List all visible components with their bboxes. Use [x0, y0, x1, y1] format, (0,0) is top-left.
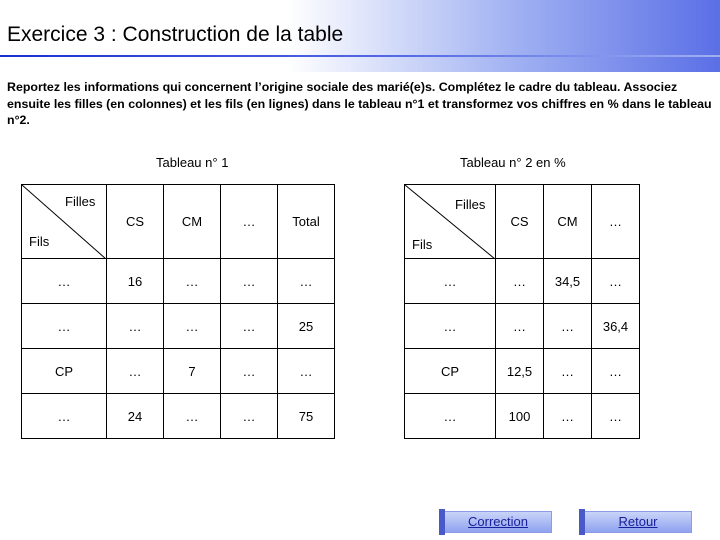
- table1-cell: 75: [278, 394, 335, 439]
- table-row: [405, 304, 640, 349]
- table2-corner-fils: Fils: [412, 237, 433, 252]
- table1-cell: 7: [164, 349, 221, 394]
- table1-cell: …: [164, 394, 221, 439]
- table-2: [404, 184, 640, 439]
- table1-cell: …: [221, 259, 278, 304]
- button-edge: [579, 509, 585, 535]
- table2-cell: …: [544, 394, 592, 439]
- table2-cell: …: [405, 394, 496, 439]
- table-row: [405, 259, 640, 304]
- table1-cell: …: [164, 259, 221, 304]
- table2-cell: 36,4: [592, 304, 640, 349]
- table1-header: CM: [164, 185, 221, 259]
- table2-cell: …: [405, 259, 496, 304]
- table2-cell: …: [496, 304, 544, 349]
- table-1: [21, 184, 335, 439]
- table-row: [22, 394, 335, 439]
- table1-header: Total: [278, 185, 335, 259]
- table-row: [22, 304, 335, 349]
- table1-cell: …: [22, 259, 107, 304]
- instructions-text: Reportez les informations qui concernent l’origine sociale des marié(e)s. Complétez le cadre du tableau. Associez ensuite les filles (en colonnes) et les fils (en lignes) dans le tableau n°1 et transformez vos chiffres en % dans le tableau n°2.: [7, 80, 712, 127]
- table2-cell: …: [592, 259, 640, 304]
- table-row: [405, 394, 640, 439]
- table2-cell: CP: [405, 349, 496, 394]
- table2-header: CS: [496, 185, 544, 259]
- table2-header: …: [592, 185, 640, 259]
- table1-cell: 25: [278, 304, 335, 349]
- table1-cell: …: [22, 304, 107, 349]
- table1-cell: …: [278, 349, 335, 394]
- table1-cell: …: [164, 304, 221, 349]
- table2-cell: …: [544, 349, 592, 394]
- header-banner: [0, 0, 720, 72]
- page-title: Exercice 3 : Construction de la table: [7, 23, 344, 46]
- table1-cell: 24: [107, 394, 164, 439]
- retour-button-label: Retour: [618, 514, 658, 529]
- table-row: [405, 349, 640, 394]
- table1-header: …: [221, 185, 278, 259]
- table1-corner-filles: Filles: [65, 194, 96, 209]
- table2-cell: …: [405, 304, 496, 349]
- table1-cell: …: [107, 304, 164, 349]
- table1-cell: …: [221, 394, 278, 439]
- table2-cell: …: [592, 349, 640, 394]
- table2-header: CM: [544, 185, 592, 259]
- table2-caption: Tableau n° 2 en %: [460, 155, 566, 170]
- table1-caption: Tableau n° 1: [156, 155, 229, 170]
- retour-button[interactable]: [584, 511, 692, 533]
- table-row: [22, 259, 335, 304]
- table2-cell: 34,5: [544, 259, 592, 304]
- table2-corner-filles: Filles: [455, 197, 486, 212]
- table1-cell: …: [107, 349, 164, 394]
- table1-cell: …: [221, 304, 278, 349]
- correction-button-label: Correction: [468, 514, 528, 529]
- table1-header: CS: [107, 185, 164, 259]
- table1-cell: …: [22, 394, 107, 439]
- table-row: [22, 349, 335, 394]
- table1-corner-cell: [22, 185, 107, 259]
- table1-cell: …: [278, 259, 335, 304]
- table2-cell: …: [544, 304, 592, 349]
- table1-cell: 16: [107, 259, 164, 304]
- correction-button[interactable]: [444, 511, 552, 533]
- table1-corner-fils: Fils: [29, 234, 50, 249]
- table2-corner-cell: [405, 185, 496, 259]
- table2-cell: …: [496, 259, 544, 304]
- table1-cell: CP: [22, 349, 107, 394]
- header-divider: [0, 55, 720, 57]
- table2-cell: 12,5: [496, 349, 544, 394]
- table2-cell: 100: [496, 394, 544, 439]
- table1-cell: …: [221, 349, 278, 394]
- table2-cell: …: [592, 394, 640, 439]
- button-edge: [439, 509, 445, 535]
